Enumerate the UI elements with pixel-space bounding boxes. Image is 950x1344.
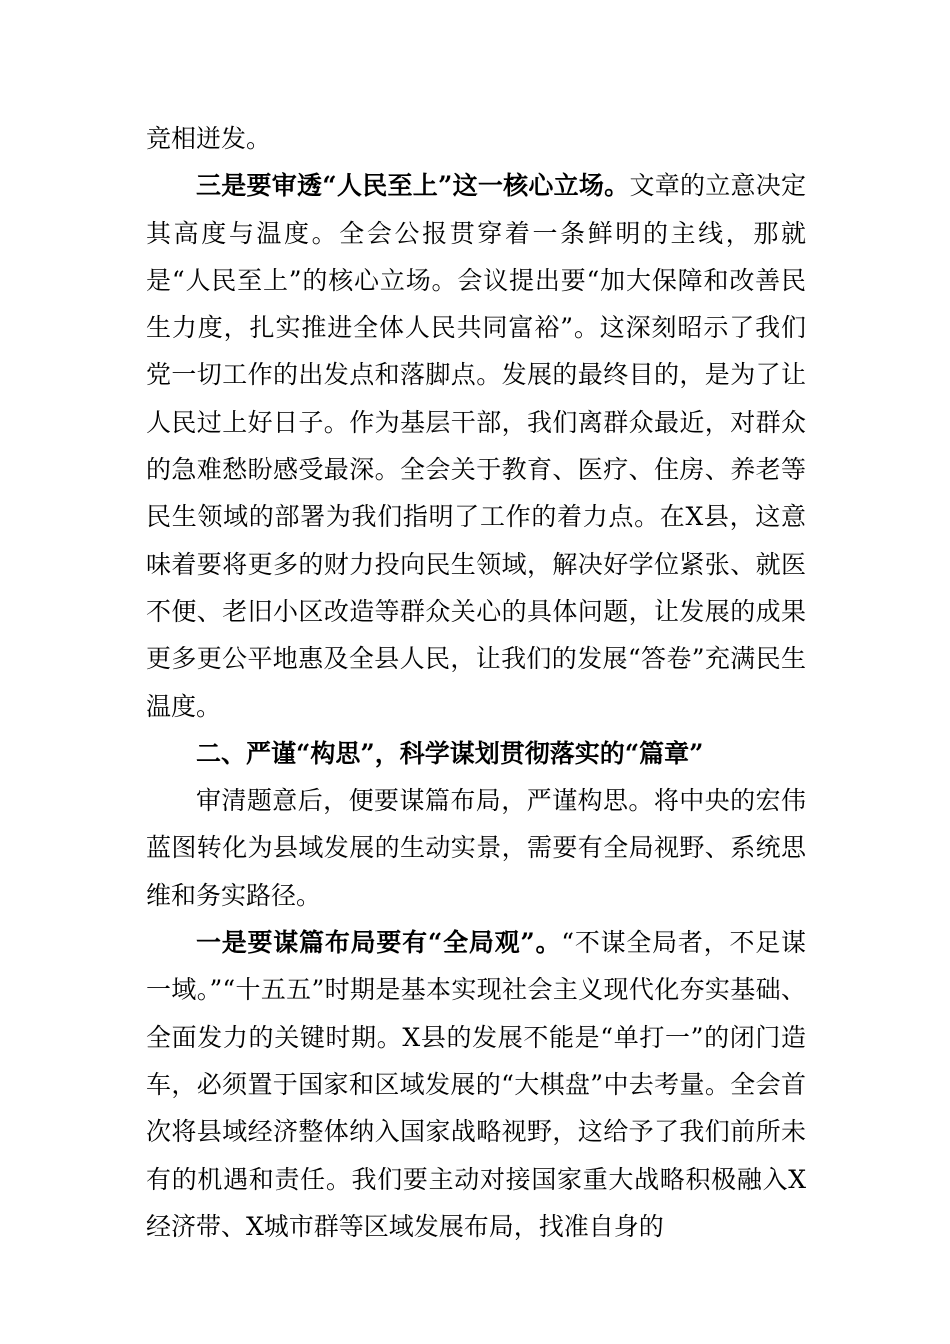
document-body bbox=[146, 115, 806, 1250]
paragraph-text: 竞相迸发。 bbox=[146, 124, 272, 153]
paragraph-text: 文章的立意决定其高度与温度。全会公报贯穿着一条鲜明的主线，那就是“人民至上”的核心立场。会议提出要“加大保障和改善民生力度，扎实推进全体人民共同富裕”。这深刻昭示了我们党一切工作的出发点和落脚点。发展的最终目的，是为了让人民过上好日子。作为基层干部，我们离群众最近，对群众的急难愁盼感受最深。全会关于教育、医疗、住房、养老等民生领域的部署为我们指明了工作的着力点。在X县，这意味着要将更多的财力投向民生领域，解决好学位紧张、就医不便、老旧小区改造等群众关心的具体问题，让发展的成果更多更公平地惠及全县人民，让我们的发展“答卷”充满民生温度。 bbox=[146, 171, 806, 721]
paragraph-text: “不谋全局者，不足谋一域。”“十五五”时期是基本实现社会主义现代化夯实基础、全面发力的关键时期。X县的发展不能是“单打一”的闭门造车，必须置于国家和区域发展的“大棋盘”中去考量。全会首次将县域经济整体纳入国家战略视野，这给予了我们前所未有的机遇和责任。我们要主动对接国家重大战略积极融入X经济带、X城市群等区域发展布局，找准自身的 bbox=[146, 928, 806, 1241]
paragraph-lead-bold: 一是要谋篇布局要有“全局观”。 bbox=[196, 928, 562, 958]
paragraph-text: 审清题意后，便要谋篇布局，严谨构思。将中央的宏伟蓝图转化为县域发展的生动实景，需要有全局视野、系统思维和务实路径。 bbox=[146, 786, 806, 910]
paragraph-people-first bbox=[146, 162, 806, 730]
paragraph-lead-bold: 三是要审透“人民至上”这一核心立场。 bbox=[196, 171, 630, 201]
section-heading bbox=[146, 730, 806, 777]
section-heading-text: 二、严谨“构思”，科学谋划贯彻落实的“篇章” bbox=[196, 738, 704, 768]
paragraph-global-view bbox=[146, 919, 806, 1250]
paragraph-intro bbox=[146, 777, 806, 919]
paragraph-continuation bbox=[146, 115, 806, 162]
